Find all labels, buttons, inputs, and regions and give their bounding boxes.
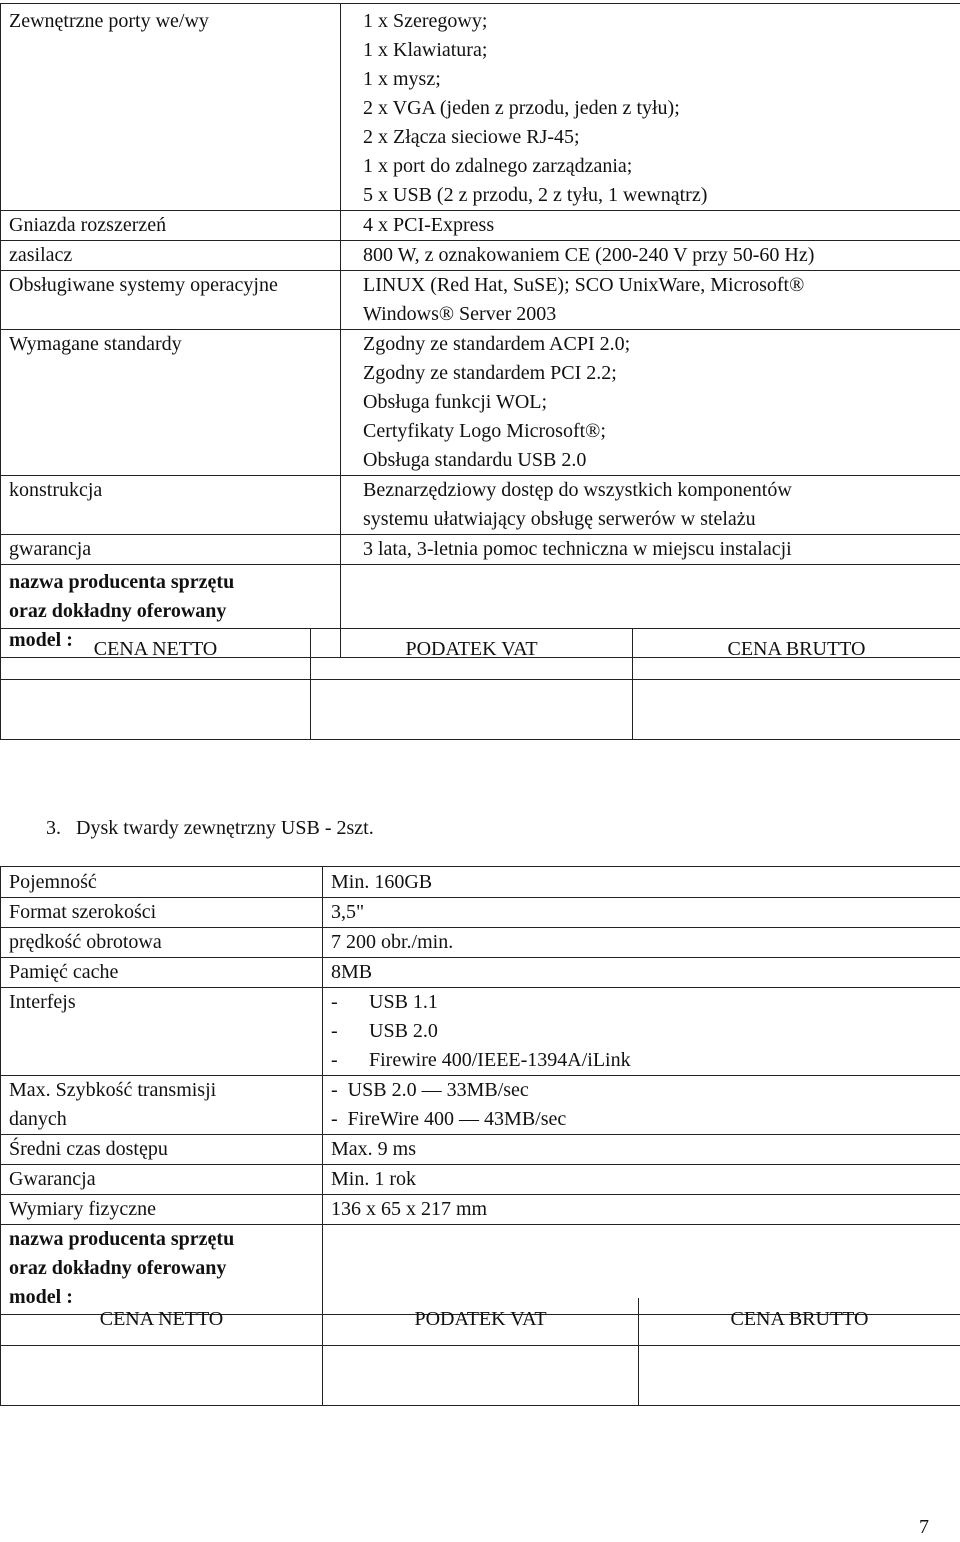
price-vat-header: PODATEK VAT xyxy=(323,1298,639,1346)
price-header-row xyxy=(1,1298,960,1346)
spec-value: 8MB xyxy=(323,958,960,988)
spec-value: 800 W, z oznakowaniem CE (200-240 V przy 50-60 Hz) xyxy=(341,241,960,271)
price-value-row xyxy=(1,1346,960,1406)
table-row xyxy=(1,211,960,241)
table-row xyxy=(1,476,960,535)
spec-label: Gwarancja xyxy=(1,1165,323,1195)
spec-label: Wymiary fizyczne xyxy=(1,1195,323,1225)
price-vat-field[interactable] xyxy=(311,680,633,740)
table-row xyxy=(1,241,960,271)
price-net-field[interactable] xyxy=(1,1346,323,1406)
price-header-row xyxy=(1,629,960,680)
spec-value: Min. 1 rok xyxy=(323,1165,960,1195)
spec-label: konstrukcja xyxy=(1,476,341,535)
price-gross-header: CENA BRUTTO xyxy=(633,629,960,680)
price-gross-field[interactable] xyxy=(633,680,960,740)
price-value-row xyxy=(1,680,960,740)
page-number: 7 xyxy=(919,1513,929,1542)
spec-label: Interfejs xyxy=(1,988,323,1076)
table-row xyxy=(1,535,960,565)
spec-value: Max. 9 ms xyxy=(323,1135,960,1165)
spec-label: Zewnętrzne porty we/wy xyxy=(1,4,341,211)
spec-value: 3 lata, 3-letnia pomoc techniczna w miejscu instalacji xyxy=(341,535,960,565)
list-item: - USB 2.0 xyxy=(331,1017,952,1046)
spec-value: - USB 2.0 — 33MB/sec - FireWire 400 — 43MB/sec xyxy=(323,1076,960,1135)
price-gross-field[interactable] xyxy=(639,1346,960,1406)
table-row xyxy=(1,1135,960,1165)
spec-value: LINUX (Red Hat, SuSE); SCO UnixWare, Microsoft® Windows® Server 2003 xyxy=(341,271,960,330)
table-row xyxy=(1,928,960,958)
price-gross-header: CENA BRUTTO xyxy=(639,1298,960,1346)
producer-label: nazwa producenta sprzętu oraz dokładny oferowany model : xyxy=(1,565,341,658)
table-row xyxy=(1,988,960,1076)
spec-label: Pamięć cache xyxy=(1,958,323,988)
spec-label: Gniazda rozszerzeń xyxy=(1,211,341,241)
spec-label: Format szerokości xyxy=(1,898,323,928)
spec-label: zasilacz xyxy=(1,241,341,271)
server-spec-table xyxy=(0,3,960,658)
table-row xyxy=(1,4,960,211)
spec-label: prędkość obrotowa xyxy=(1,928,323,958)
price-table-2 xyxy=(0,1298,960,1406)
list-item: - Firewire 400/IEEE-1394A/iLink xyxy=(331,1046,952,1075)
spec-value: 3,5" xyxy=(323,898,960,928)
usb-disk-spec-table xyxy=(0,866,960,1315)
spec-value: Beznarzędziowy dostęp do wszystkich komponentów systemu ułatwiający obsługę serwerów w stelażu xyxy=(341,476,960,535)
spec-value: 4 x PCI-Express xyxy=(341,211,960,241)
table-row xyxy=(1,867,960,898)
spec-value: Zgodny ze standardem ACPI 2.0; Zgodny ze standardem PCI 2.2; Obsługa funkcji WOL; Certyfikaty Logo Microsoft®; Obsługa standardu USB 2.0 xyxy=(341,330,960,476)
spec-label: Wymagane standardy xyxy=(1,330,341,476)
table-row xyxy=(1,1076,960,1135)
price-vat-header: PODATEK VAT xyxy=(311,629,633,680)
table-row xyxy=(1,1165,960,1195)
spec-label: Obsługiwane systemy operacyjne xyxy=(1,271,341,330)
producer-label: nazwa producenta sprzętu oraz dokładny oferowany model : xyxy=(1,1225,323,1315)
spec-label: Max. Szybkość transmisji danych xyxy=(1,1076,323,1135)
spec-value: 136 x 65 x 217 mm xyxy=(323,1195,960,1225)
spec-value: 1 x Szeregowy; 1 x Klawiatura; 1 x mysz; 2 x VGA (jeden z przodu, jeden z tyłu); 2 x Złącza sieciowe RJ-45; 1 x port do zdalnego zarządzania; 5 x USB (2 z przodu, 2 z tyłu, 1 wewnątrz) xyxy=(341,4,960,211)
section-heading: 3. Dysk twardy zewnętrzny USB - 2szt. xyxy=(46,814,374,843)
spec-label: Pojemność xyxy=(1,867,323,898)
spec-label: Średni czas dostępu xyxy=(1,1135,323,1165)
table-row xyxy=(1,898,960,928)
price-net-header: CENA NETTO xyxy=(1,1298,323,1346)
spec-value xyxy=(323,988,960,1076)
spec-label: gwarancja xyxy=(1,535,341,565)
list-item: - USB 1.1 xyxy=(331,988,952,1017)
price-net-field[interactable] xyxy=(1,680,311,740)
price-vat-field[interactable] xyxy=(323,1346,639,1406)
table-row xyxy=(1,1195,960,1225)
price-table-1 xyxy=(0,628,960,740)
table-row xyxy=(1,330,960,476)
price-net-header: CENA NETTO xyxy=(1,629,311,680)
table-row xyxy=(1,271,960,330)
spec-value: Min. 160GB xyxy=(323,867,960,898)
spec-value: 7 200 obr./min. xyxy=(323,928,960,958)
table-row xyxy=(1,958,960,988)
